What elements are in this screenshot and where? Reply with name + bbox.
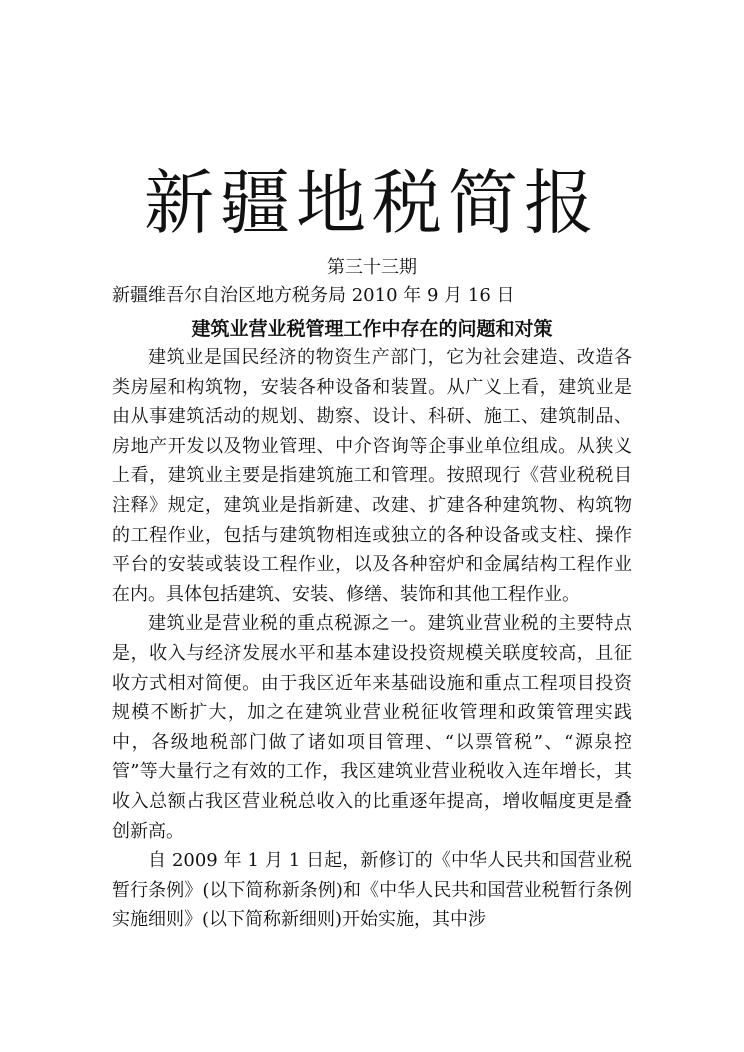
article-headline: 建筑业营业税管理工作中存在的问题和对策 <box>191 318 553 340</box>
issue-number: 第三十三期 <box>327 257 417 278</box>
masthead-title: 新疆地税简报 <box>144 162 600 244</box>
publisher-date-line: 新疆维吾尔自治区地方税务局 2010 年 9 月 16 日 <box>112 285 515 306</box>
body-paragraph: 建筑业是营业税的重点税源之一。建筑业营业税的主要特点是，收入与经济发展水平和基本建设投资规模关联度较高，且征收方式相对简便。由于我区近年来基础设施和重点工程项目投资规模不断扩大，加之在建筑业营业税征收管理和政策管理实践中，各级地税部门做了诸如项目管理、“以票管税”、“源泉控管”等大量行之有效的工作，我区建筑业营业税收入连年增长，其收入总额占我区营业税总收入的比重逐年提高，增收幅度更是叠创新高。 <box>112 613 632 842</box>
body-paragraph: 建筑业是国民经济的物资生产部门，它为社会建造、改造各类房屋和构筑物，安装各种设备和装置。从广义上看，建筑业是由从事建筑活动的规划、勘察、设计、科研、施工、建筑制品、房地产开发以及物业管理、中介咨询等企事业单位组成。从狭义上看，建筑业主要是指建筑施工和管理。按照现行《营业税税目注释》规定，建筑业是指新建、改建、扩建各种建筑物、构筑物的工程作业，包括与建筑物相连或独立的各种设备或支柱、操作平台的安装或装设工程作业，以及各种窑炉和金属结构工程作业在内。具体包括建筑、安装、修缮、装饰和其他工程作业。 <box>112 347 632 605</box>
article-body <box>112 343 632 935</box>
body-paragraph: 自 2009 年 1 月 1 日起，新修订的《中华人民共和国营业税暂行条例》(以下简称新条例)和《中华人民共和国营业税暂行条例实施细则》(以下简称新细则)开始实施，其中涉 <box>112 850 632 931</box>
